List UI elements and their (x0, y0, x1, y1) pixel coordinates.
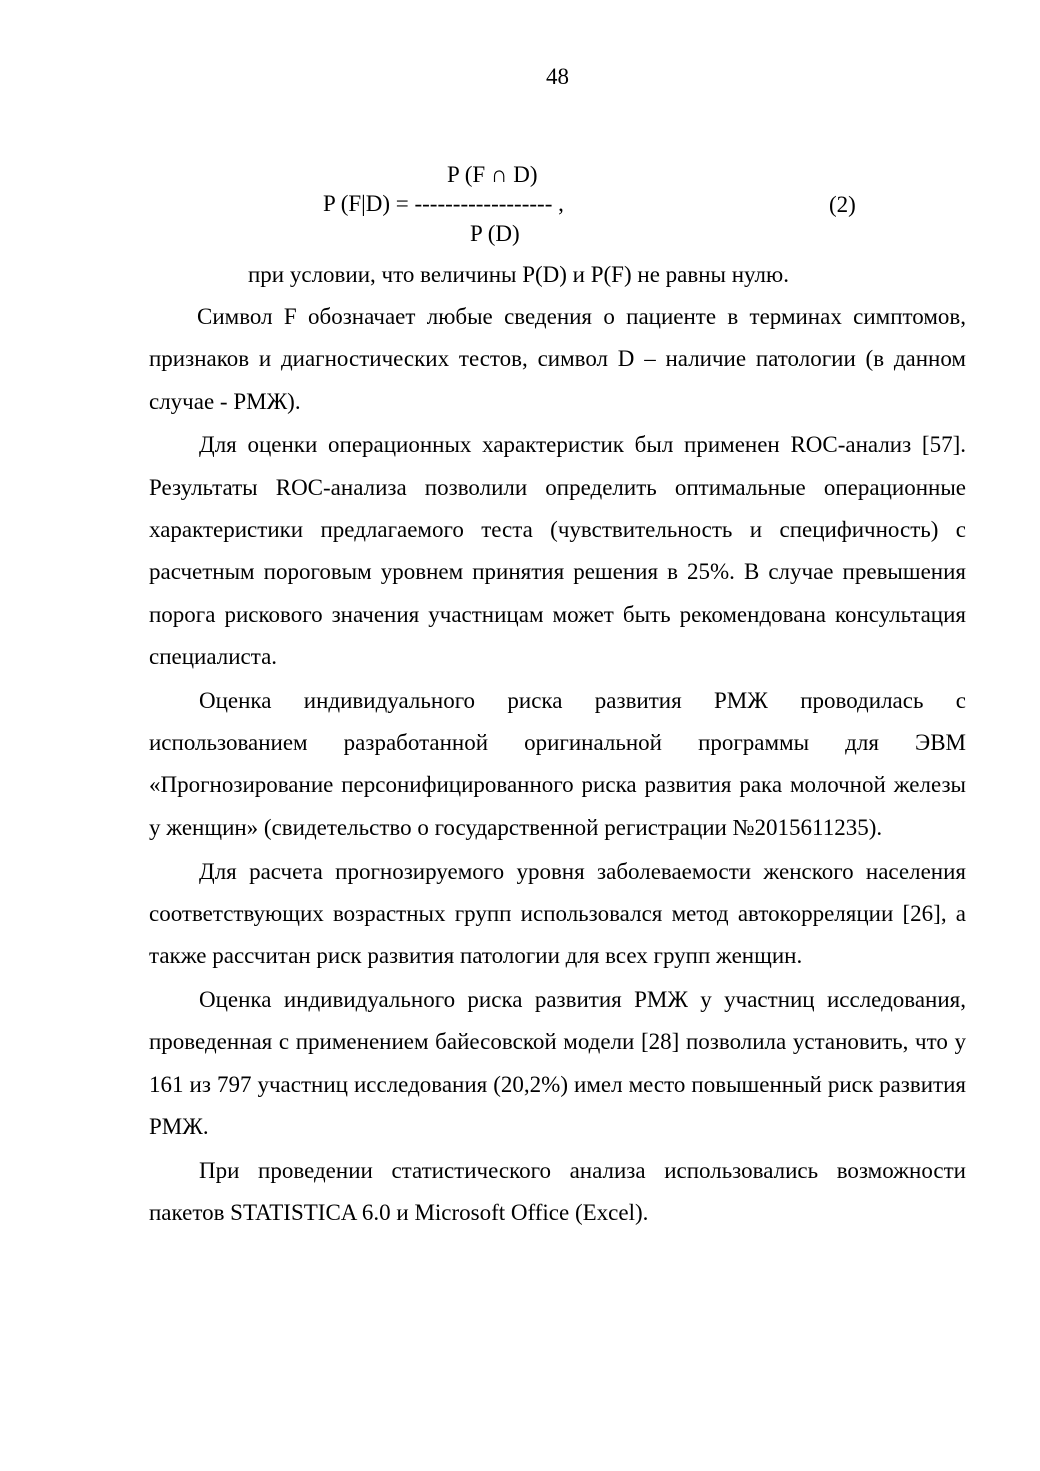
paragraph: При проведении статистического анализа использовались возможности пакетов STATISTICA 6.0 и Microsoft Office (Excel). (149, 1157, 966, 1226)
body-text (149, 296, 966, 1236)
paragraph: Символ F обозначает любые сведения о пациенте в терминах симптомов, признаков и диагностических тестов, символ D – наличие патологии (в данном случае - РМЖ). (149, 304, 966, 414)
paragraph: Для оценки операционных характеристик был применен ROC-анализ [57]. Результаты ROC-анализа позволили определить оптимальные операционные характеристики предлагаемого теста (чувствительность и специфичность) с расчетным пороговым уровнем принятия решения в 25%. В случае превышения порога рискового значения участницам может быть рекомендована консультация специалиста. (149, 432, 966, 669)
formula-numerator: P (F ∩ D) (447, 162, 538, 187)
equation-number: (2) (829, 192, 856, 217)
formula-condition: при условии, что величины P(D) и P(F) не равны нулю. (248, 262, 789, 287)
page-number: 48 (546, 64, 569, 89)
paragraph: Оценка индивидуального риска развития РМЖ у участниц исследования, проведенная с применением байесовской модели [28] позволила установить, что у 161 из 797 участниц исследования (20,2%) имел место повышенный риск развития РМЖ. (149, 987, 966, 1140)
paragraph: Оценка индивидуального риска развития РМЖ проводилась с использованием разработанной оригинальной программы для ЭВМ «Прогнозирование персонифицированного риска развития рака молочной железы у женщин» (свидетельство о государственной регистрации №2015611235). (149, 687, 966, 840)
paragraph: Для расчета прогнозируемого уровня заболеваемости женского населения соответствующих возрастных групп использовался метод автокорреляции [26], а также рассчитан риск развития патологии для всех групп женщин. (149, 858, 966, 969)
formula-main-line: P (F|D) = ------------------ , (323, 191, 564, 216)
formula-denominator: P (D) (470, 221, 520, 246)
